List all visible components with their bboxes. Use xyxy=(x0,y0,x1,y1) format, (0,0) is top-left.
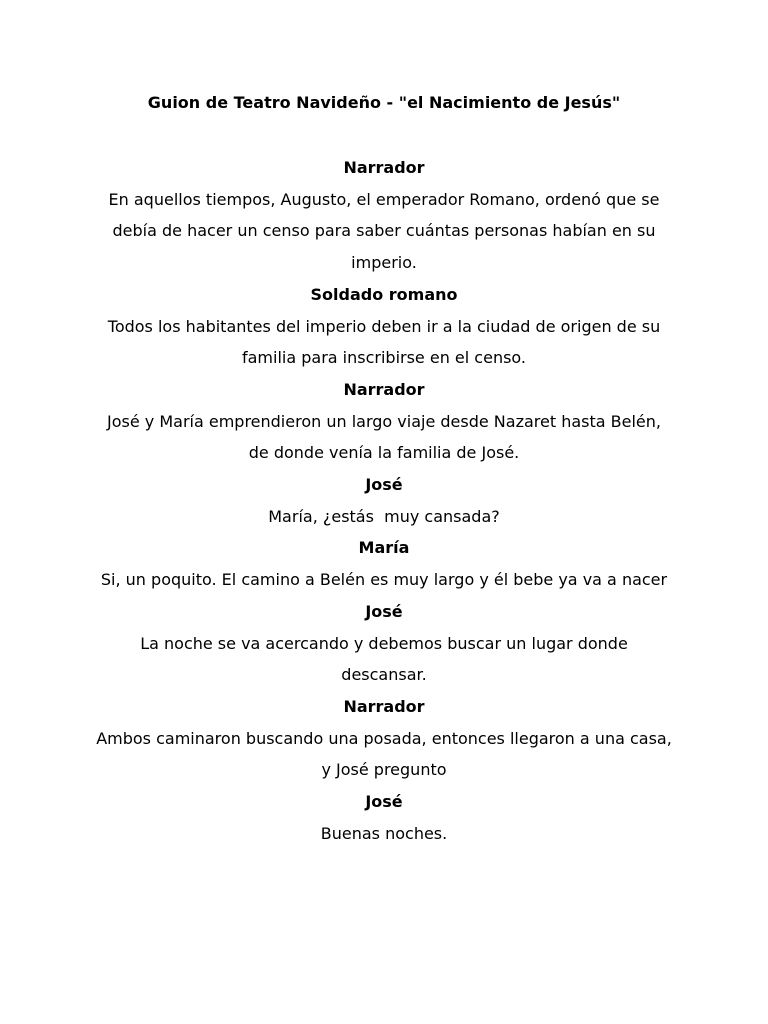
dialogue-line: Si, un poquito. El camino a Belén es muy largo y él bebe ya va a nacer xyxy=(100,570,668,590)
speaker-name: Narrador xyxy=(343,379,425,399)
speaker-name: Narrador xyxy=(343,696,425,716)
speaker-name: José xyxy=(365,601,403,621)
speaker-name: José xyxy=(365,475,403,495)
speaker-name: José xyxy=(365,792,403,812)
dialogue-line: Buenas noches. xyxy=(320,823,448,843)
script-body xyxy=(95,152,673,849)
speaker-name: María xyxy=(358,538,410,558)
speaker-name: Narrador xyxy=(343,158,425,177)
script-entry xyxy=(95,152,673,279)
script-entry xyxy=(95,532,673,595)
dialogue-line: José y María emprendieron un largo viaje desde Nazaret hasta Belén, de donde venía la familia de José. xyxy=(107,411,661,463)
script-entry xyxy=(95,374,673,469)
dialogue-line: En aquellos tiempos, Augusto, el emperador Romano, ordenó que se debía de hacer un censo para saber cuántas personas habían en su imperio. xyxy=(108,189,660,273)
script-entry xyxy=(95,691,673,786)
dialogue-line: Todos los habitantes del imperio deben ir a la ciudad de origen de su familia para inscribirse en el censo. xyxy=(107,316,661,368)
speaker-name: Soldado romano xyxy=(310,284,458,304)
script-entry xyxy=(95,279,673,374)
script-entry xyxy=(95,786,673,849)
script-entry xyxy=(95,596,673,691)
document-title: Guion de Teatro Navideño - "el Nacimiento de Jesús" xyxy=(147,93,621,112)
script-entry xyxy=(95,469,673,532)
dialogue-line: La noche se va acercando y debemos buscar un lugar donde descansar. xyxy=(140,633,628,685)
dialogue-line: María, ¿estás muy cansada? xyxy=(268,506,500,526)
dialogue-line: Ambos caminaron buscando una posada, entonces llegaron a una casa, y José pregunto xyxy=(96,728,672,780)
